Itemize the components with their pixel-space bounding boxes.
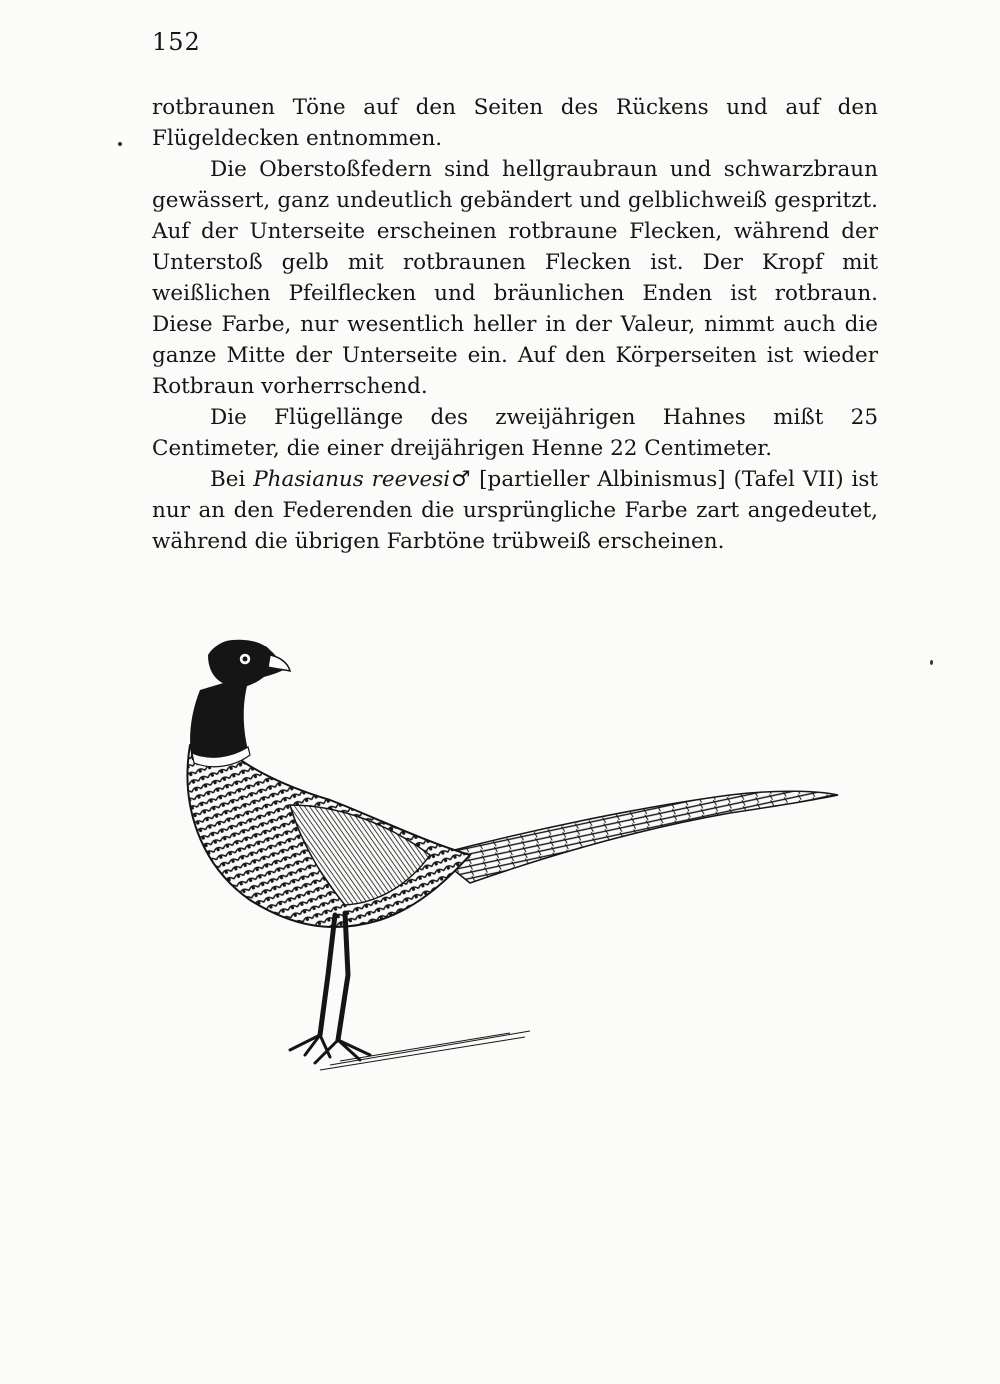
paragraph-text: ♂ [partieller Albinismus] (Tafel VII) ist nur an den Federenden die ursprüngliche Farbe zart angedeutet, während die übrigen Farbtöne trübweiß erscheinen. — [152, 467, 878, 554]
pheasant-illustration — [170, 615, 850, 1095]
pheasant-beak — [268, 655, 290, 671]
paragraph-text: Bei — [210, 467, 254, 492]
ink-speck — [118, 142, 122, 146]
paragraph — [152, 154, 878, 402]
page-number: 152 — [152, 28, 201, 56]
paragraph — [152, 464, 878, 557]
pheasant-foot — [290, 1035, 370, 1063]
species-name: Phasianus reevesi — [253, 467, 451, 492]
paragraph-text: rotbraunen Töne auf den Seiten des Rückens und auf den Flügeldecken entnommen. — [152, 95, 878, 151]
ink-speck — [930, 660, 933, 665]
pheasant-neck — [190, 675, 250, 762]
paragraph — [152, 92, 878, 154]
paragraph-text: Die Oberstoßfedern sind hellgraubraun und schwarzbraun gewässert, ganz undeutlich gebändert und gelblichweiß gespritzt. Auf der Unterseite erscheinen rotbraune Flecken, während der Unterstoß gelb mit rotbraunen Flecken ist. Der Kropf mit weißlichen Pfeilflecken und bräunlichen Enden ist rotbraun. Diese Farbe, nur wesentlich heller in der Valeur, nimmt auch die ganze Mitte der Unterseite ein. Auf den Körperseiten ist wieder Rotbraun vorherrschend. — [152, 157, 878, 399]
paragraph — [152, 402, 878, 464]
body-text — [152, 92, 878, 557]
pheasant-tail — [435, 791, 838, 883]
pheasant-leg — [320, 913, 348, 1040]
paragraph-text: Die Flügellänge des zweijährigen Hahnes mißt 25 Centimeter, die einer dreijährigen Henne 22 Centimeter. — [152, 405, 878, 461]
